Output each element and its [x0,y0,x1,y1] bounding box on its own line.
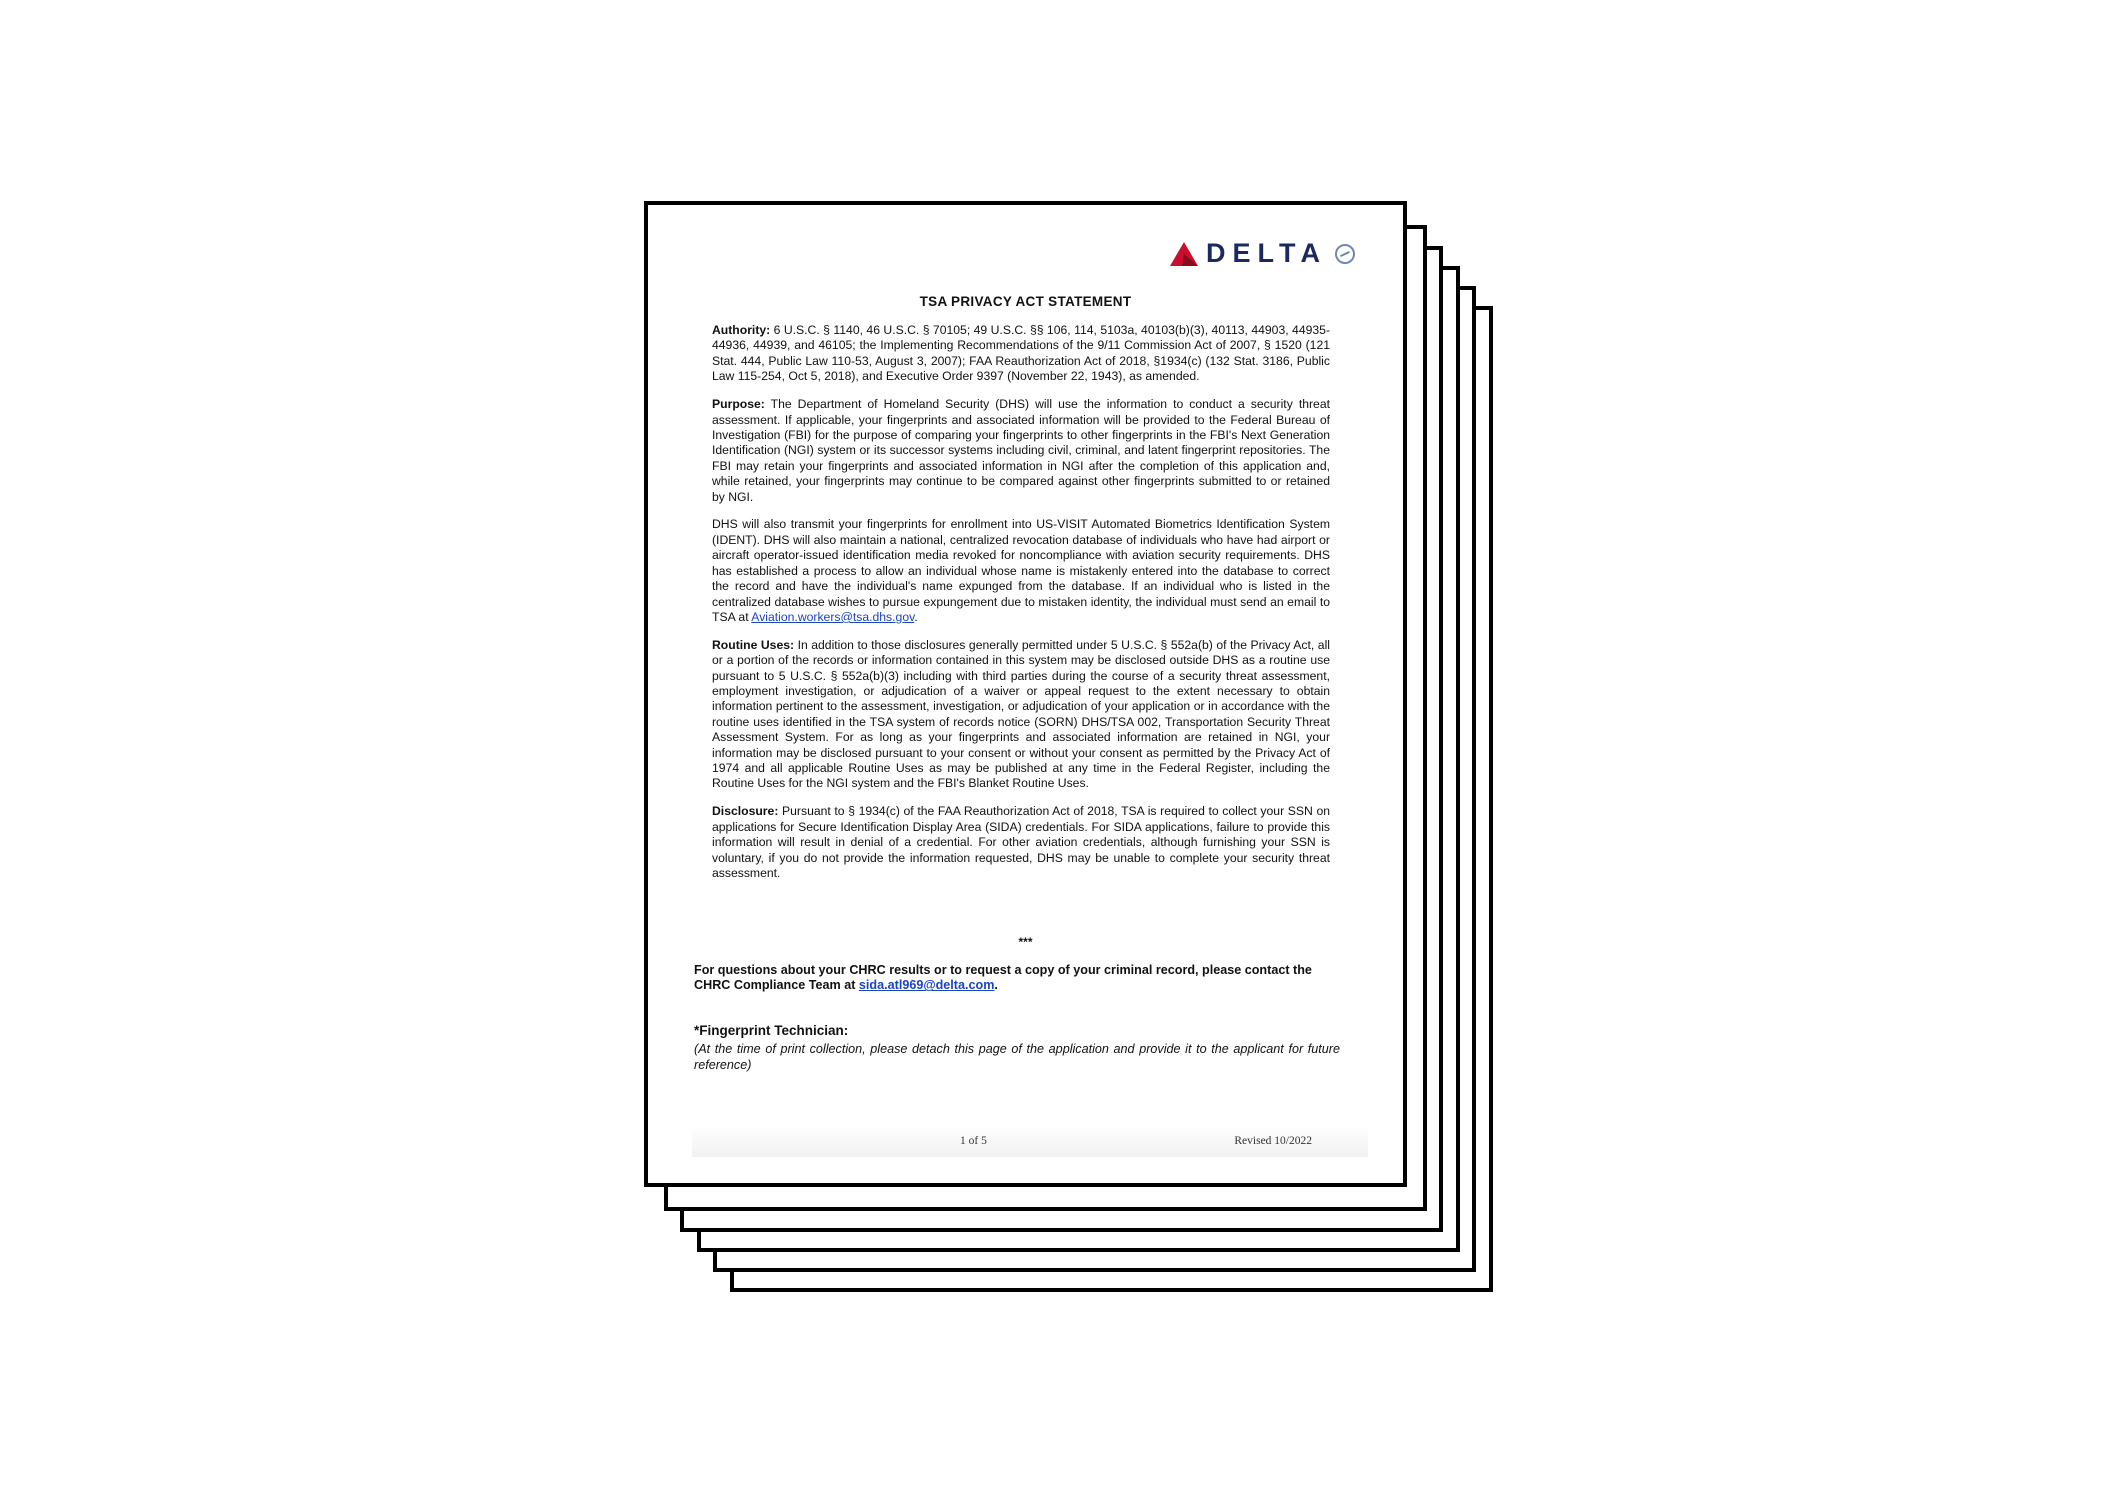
section-separator: *** [1018,935,1033,949]
section-label: Disclosure: [712,804,779,819]
section-label: Authority: [712,323,771,337]
section-text-end: . [914,609,918,624]
globe-seal-icon [1335,244,1355,264]
delta-logo [1170,238,1355,269]
page-number: 1 of 5 [960,1135,987,1147]
section-label: Purpose: [712,397,765,412]
document-page [644,201,1407,1187]
chrc-email-link[interactable]: sida.atl969@delta.com [858,978,995,993]
revision-date: Revised 10/2022 [1234,1135,1312,1147]
fingerprint-technician-note: (At the time of print collection, please detach this page of the application and provide it to the applicant for future reference) [694,1042,1340,1072]
section-text: The Department of Homeland Security (DHS) will use the information to conduct a security threat assessment. If applicable, your fingerprints and associated information will be provided to the Federal Bureau of Investigation (FBI) for the purpose of comparing your fingerprints to other fingerprints in the FBI's Next Generation Identification (NGI) system or its successor systems including civil, criminal, and latent fingerprint repositories. The FBI may retain your fingerprints and associated information in NGI after the completion of this application and, while retained, your fingerprints may continue to be compared against other fingerprints submitted to or retained by NGI. [712,397,1330,504]
section-text: DHS will also transmit your fingerprints for enrollment into US-VISIT Automated Biometrics Identification System (IDENT). DHS will also maintain a national, centralized revocation database of individuals who have had airport or aircraft operator-issued identification media revoked for noncompliance with aviation security requirements. DHS has established a process to allow an individual whose name is mistakenly entered into the database to correct the record and have the individual's name expunged from the database. If an individual who is listed in the centralized database wishes to pursue expungement due to mistaken identity, the individual must send an email to TSA at [712,517,1330,624]
document-body [712,323,1330,894]
section-purpose [712,397,1330,505]
section-disclosure [712,804,1330,881]
contact-text-end: . [994,978,998,993]
section-authority [712,323,1330,385]
section-text: In addition to those disclosures generally permitted under 5 U.S.C. § 552a(b) of the Privacy Act, all or a portion of the records or information contained in this system may be disclosed outside DHS as a routine use pursuant to 5 U.S.C. § 552a(b)(3) including with third parties during the course of a security threat assessment, employment investigation, or adjudication of a waiver or appeal request to the extent necessary to obtain information pertinent to the assessment, investigation, or adjudication of your application or in accordance with the routine uses identified in the TSA system of records notice (SORN) DHS/TSA 002, Transportation Security Threat Assessment System. For as long as your fingerprints and associated information are retained in NGI, your information may be disclosed pursuant to your consent or without your consent as permitted by the Privacy Act of 1974 and all applicable Routine Uses as may be published at any time in the Federal Register, including the Routine Uses for the NGI system and the FBI's Blanket Routine Uses. [712,637,1330,791]
page-footer [692,1125,1368,1157]
section-text: Pursuant to § 1934(c) of the FAA Reauthorization Act of 2018, TSA is required to collect your SSN on applications for Secure Identification Display Area (SIDA) credentials. For SIDA applications, failure to provide this information will result in denial of a credential. For other aviation credentials, although furnishing your SSN is voluntary, if you do not provide the information requested, DHS may be unable to complete your security threat assessment. [712,804,1330,880]
section-ident [712,517,1330,625]
fingerprint-technician-heading: *Fingerprint Technician: [694,1023,849,1038]
contact-text: For questions about your CHRC results or to request a copy of your criminal record, please contact the CHRC Compliance Team at [694,963,1312,993]
delta-wordmark: DELTA [1206,238,1327,268]
section-routine-uses [712,638,1330,792]
tsa-email-link[interactable]: Aviation.workers@tsa.dhs.gov [751,609,915,624]
delta-widget-icon [1170,242,1198,266]
contact-paragraph [694,963,1340,994]
section-text: 6 U.S.C. § 1140, 46 U.S.C. § 70105; 49 U.S.C. §§ 106, 114, 5103a, 40103(b)(3), 40113, 44903, 44935-44936, 44939, and 46105; the Implementing Recommendations of the 9/11 Commission Act of 2007, § 1520 (121 Stat. 444, Public Law 110-53, August 3, 2007); FAA Reauthorization Act of 2018, §1934(c) (132 Stat. 3186, Public Law 115-254, Oct 5, 2018), and Executive Order 9397 (November 22, 1943), as amended. [712,323,1330,384]
section-label: Routine Uses: [712,637,795,652]
document-title: TSA PRIVACY ACT STATEMENT [919,294,1132,309]
